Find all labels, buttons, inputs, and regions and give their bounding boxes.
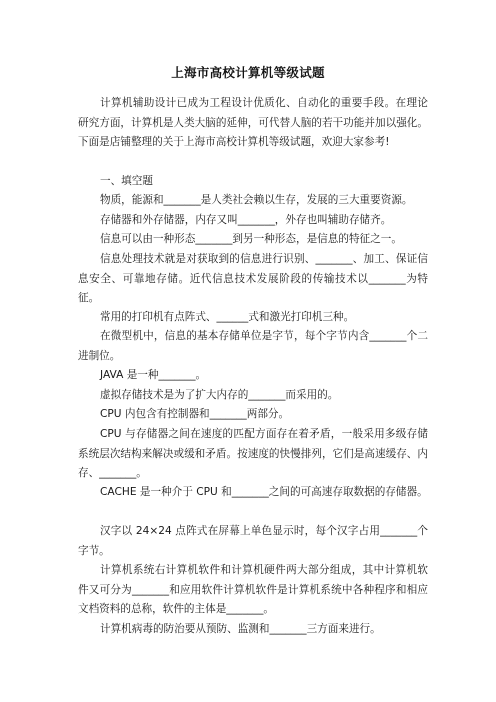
- question-1: 物质，能源和_______是人类社会赖以生存，发展的三大重要资源。: [100, 194, 413, 206]
- question-6: 在微型机中，信息的基本存储单位是字节，每个字节内含_______个二进制位。: [78, 330, 428, 362]
- question-14: 计算机病毒的防治要从预防、监测和_______三方面来进行。: [100, 623, 381, 635]
- question-4: 信息处理技术就是对获取到的信息进行识别、_______、加工、保证信息安全、可靠地存储。近代信息技术发展阶段的传输技术以_______为特征。: [78, 253, 428, 304]
- question-10: CPU 与存储器之间在速度的匹配方面存在着矛盾，一般采用多级存储系统层次结构来解决或缓和矛盾。按速度的快慢排列，它们是高速缓存、内存、_______。: [78, 428, 428, 479]
- question-13: 计算机系统右计算机软件和计算机硬件两大部分组成，其中计算机软件又可分为_______和应用软件计算机软件是计算机系统中各种程序和相应文档资料的总称，软件的主体是_______。: [78, 564, 428, 615]
- question-11: CACHE 是一种介于 CPU 和_______之间的可高速存取数据的存储器。: [100, 486, 428, 498]
- question-8: 虚拟存储技术是为了扩大内存的_______而采用的。: [100, 389, 339, 401]
- question-5: 常用的打印机有点阵式、______式和激光打印机三种。: [100, 311, 355, 323]
- question-9: CPU 内包含有控制器和_______两部分。: [100, 408, 290, 420]
- intro-paragraph: 计算机辅助设计已成为工程设计优质化、自动化的重要手段。在理论研究方面，计算机是人类大脑的延伸，可代替人脑的若干功能并加以强化。下面是店铺整理的关于上海市高校计算机等级试题，欢迎大家参考!: [78, 97, 428, 148]
- document-title: 上海市高校计算机等级试题: [171, 65, 325, 80]
- question-12: 汉字以 24×24 点阵式在屏幕上单色显示时，每个汉字占用_______个字节。: [78, 525, 428, 557]
- question-7: JAVA 是一种_______。: [100, 369, 207, 381]
- section-heading: 一、填空题: [100, 175, 153, 187]
- question-3: 信息可以由一种形态_______到另一种形态，是信息的特征之一。: [100, 233, 402, 245]
- question-2: 存储器和外存储器，内存又叫_______，外存也叫辅助存储齐。: [100, 214, 392, 226]
